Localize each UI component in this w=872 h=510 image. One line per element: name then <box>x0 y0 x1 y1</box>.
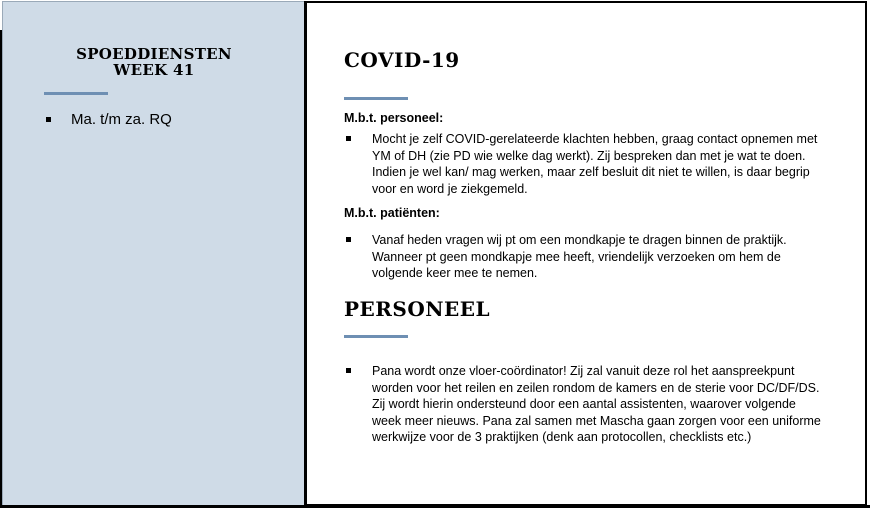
sidebar-list-item <box>43 110 172 130</box>
bullet-icon <box>346 237 351 242</box>
frame-bottom-border <box>0 505 870 508</box>
covid-section-title: COVID-19 <box>344 48 460 72</box>
sidebar-panel <box>2 1 304 506</box>
staff-subheading: M.b.t. personeel: <box>344 111 444 125</box>
staff-bullet-text: Mocht je zelf COVID-gerelateerde klachten hebben, graag contact opnemen met YM of DH (zie PD wie welke dag werkt). Zij bespreken dan met je wat te doen. Indien je wel kan/ mag werken, maar zelf besluit dit niet te willen, is daar begrip voor en word je ziekgemeld. <box>372 132 818 196</box>
patients-subheading: M.b.t. patiënten: <box>344 206 440 220</box>
personeel-bullet-text: Pana wordt onze vloer-coördinator! Zij zal vanuit deze rol het aanspreekpunt worden voor het reilen en zeilen rondom de kamers en de sterie voor DC/DF/DS. Zij wordt hierin ondersteund door een aantal assistenten, waarover volgende week meer nieuws. Pana zal samen met Mascha gaan zorgen voor een uniforme werkwijze voor de 3 praktijken (denk aan protocollen, checklists etc.) <box>372 364 821 445</box>
bullet-icon <box>346 368 351 373</box>
sidebar-title-line1: SPOEDDIENSTEN <box>76 45 232 63</box>
staff-bullet-list <box>344 131 824 197</box>
sidebar-accent-rule <box>44 92 108 95</box>
personeel-accent-rule <box>344 335 408 338</box>
patients-bullet-item <box>344 232 824 282</box>
sidebar-list-item-text: Ma. t/m za. RQ <box>71 111 172 128</box>
covid-accent-rule <box>344 97 408 100</box>
bullet-icon <box>46 117 51 122</box>
personeel-bullet-list <box>344 363 824 446</box>
frame-left-border <box>0 30 2 508</box>
patients-bullet-list <box>344 232 824 282</box>
staff-bullet-item <box>344 131 824 197</box>
bullet-icon <box>346 136 351 141</box>
main-content <box>305 1 867 506</box>
sidebar-title <box>3 46 305 78</box>
sidebar-list <box>43 110 172 130</box>
personeel-bullet-item <box>344 363 824 446</box>
sidebar-title-line2: WEEK 41 <box>113 61 195 79</box>
personeel-section-title: PERSONEEL <box>344 297 491 321</box>
patients-bullet-text: Vanaf heden vragen wij pt om een mondkapje te dragen binnen de praktijk. Wanneer pt geen mondkapje mee heeft, vriendelijk verzoeken om hem de volgende keer mee te nemen. <box>372 233 787 281</box>
